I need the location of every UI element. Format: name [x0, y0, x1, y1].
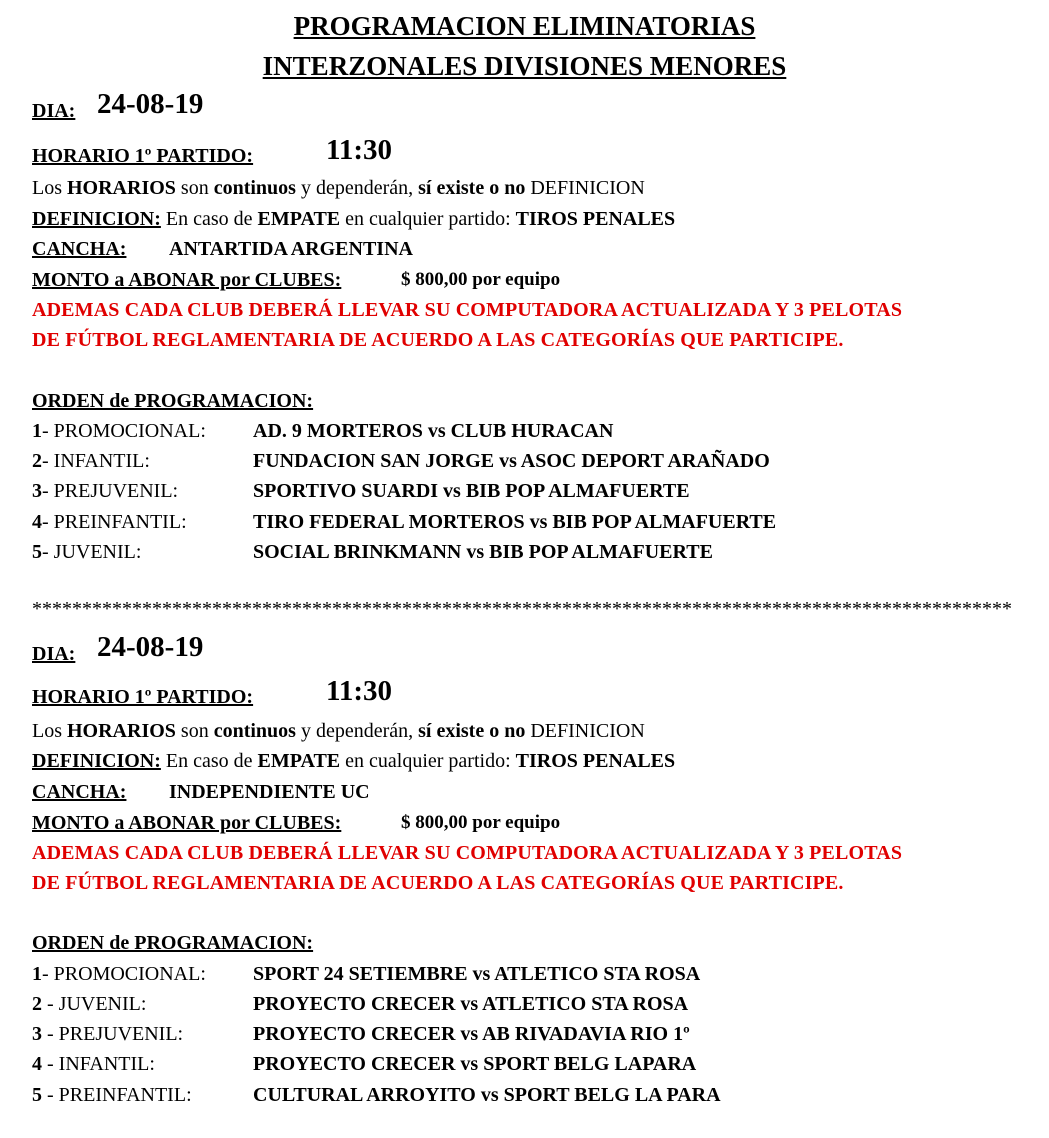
match-row: 3 - PREJUVENIL:	[32, 1023, 184, 1045]
notice-line2: DE FÚTBOL REGLAMENTARIA DE ACUERDO A LAS CATEGORÍAS QUE PARTICIPE.	[32, 872, 844, 894]
match-teams: AD. 9 MORTEROS vs CLUB HURACAN	[253, 420, 614, 442]
match-row: 4- PREINFANTIL:	[32, 511, 187, 533]
horario-value: 11:30	[326, 134, 393, 166]
match-teams: SOCIAL BRINKMANN vs BIB POP ALMAFUERTE	[253, 541, 713, 563]
definicion-line: DEFINICION: En caso de EMPATE en cualquier partido: TIROS PENALES	[32, 208, 676, 230]
notice-line2: DE FÚTBOL REGLAMENTARIA DE ACUERDO A LAS CATEGORÍAS QUE PARTICIPE.	[32, 329, 844, 351]
cancha-value: INDEPENDIENTE UC	[169, 781, 370, 803]
match-row: 3- PREJUVENIL:	[32, 480, 179, 502]
match-teams: PROYECTO CRECER vs SPORT BELG LAPARA	[253, 1053, 697, 1075]
match-row: 5 - PREINFANTIL:	[32, 1084, 192, 1106]
dia-value: 24-08-19	[97, 88, 204, 120]
match-row: 4 - INFANTIL:	[32, 1053, 155, 1075]
monto-value: $ 800,00 por equipo	[401, 269, 561, 290]
monto-line	[32, 267, 341, 293]
match-teams: FUNDACION SAN JORGE vs ASOC DEPORT ARAÑADO	[253, 450, 770, 472]
definicion-line: DEFINICION: En caso de EMPATE en cualquier partido: TIROS PENALES	[32, 750, 676, 772]
page-title-line1: PROGRAMACION ELIMINATORIAS	[293, 11, 756, 41]
separator: **************************************************************************************************	[32, 598, 1012, 620]
cancha-line	[32, 236, 126, 262]
notice-line1: ADEMAS CADA CLUB DEBERÁ LLEVAR SU COMPUTADORA ACTUALIZADA Y 3 PELOTAS	[32, 299, 903, 321]
match-teams: TIRO FEDERAL MORTEROS vs BIB POP ALMAFUERTE	[253, 511, 777, 533]
horario-value: 11:30	[326, 675, 393, 707]
monto-line	[32, 810, 341, 836]
match-row: 1- PROMOCIONAL:	[32, 963, 206, 985]
match-teams: PROYECTO CRECER vs ATLETICO STA ROSA	[253, 993, 689, 1015]
cancha-value: ANTARTIDA ARGENTINA	[169, 238, 413, 260]
cancha-line	[32, 779, 126, 805]
match-row: 2- INFANTIL:	[32, 450, 150, 472]
horario-label: HORARIO 1º PARTIDO:	[32, 686, 254, 708]
monto-label: MONTO a ABONAR por CLUBES:	[32, 269, 342, 291]
orden-label: ORDEN de PROGRAMACION:	[32, 390, 314, 412]
match-teams: SPORTIVO SUARDI vs BIB POP ALMAFUERTE	[253, 480, 690, 502]
horario-label: HORARIO 1º PARTIDO:	[32, 145, 254, 167]
monto-label: MONTO a ABONAR por CLUBES:	[32, 812, 342, 834]
page-title-line2: INTERZONALES DIVISIONES MENORES	[262, 51, 787, 81]
cancha-label: CANCHA:	[32, 238, 127, 260]
notice-line1: ADEMAS CADA CLUB DEBERÁ LLEVAR SU COMPUTADORA ACTUALIZADA Y 3 PELOTAS	[32, 842, 903, 864]
match-row: 2 - JUVENIL:	[32, 993, 147, 1015]
cancha-label: CANCHA:	[32, 781, 127, 803]
monto-value: $ 800,00 por equipo	[401, 812, 561, 833]
match-teams: PROYECTO CRECER vs AB RIVADAVIA RIO 1º	[253, 1023, 690, 1045]
match-row: 5- JUVENIL:	[32, 541, 142, 563]
horarios-note: Los HORARIOS son continuos y dependerán, sí existe o no DEFINICION	[32, 177, 645, 199]
match-row: 1- PROMOCIONAL:	[32, 420, 206, 442]
match-teams: CULTURAL ARROYITO vs SPORT BELG LA PARA	[253, 1084, 721, 1106]
dia-label: DIA:	[32, 643, 76, 665]
match-teams: SPORT 24 SETIEMBRE vs ATLETICO STA ROSA	[253, 963, 701, 985]
dia-value: 24-08-19	[97, 631, 204, 663]
horarios-note: Los HORARIOS son continuos y dependerán, sí existe o no DEFINICION	[32, 720, 645, 742]
dia-label: DIA:	[32, 100, 76, 122]
orden-label: ORDEN de PROGRAMACION:	[32, 932, 314, 954]
